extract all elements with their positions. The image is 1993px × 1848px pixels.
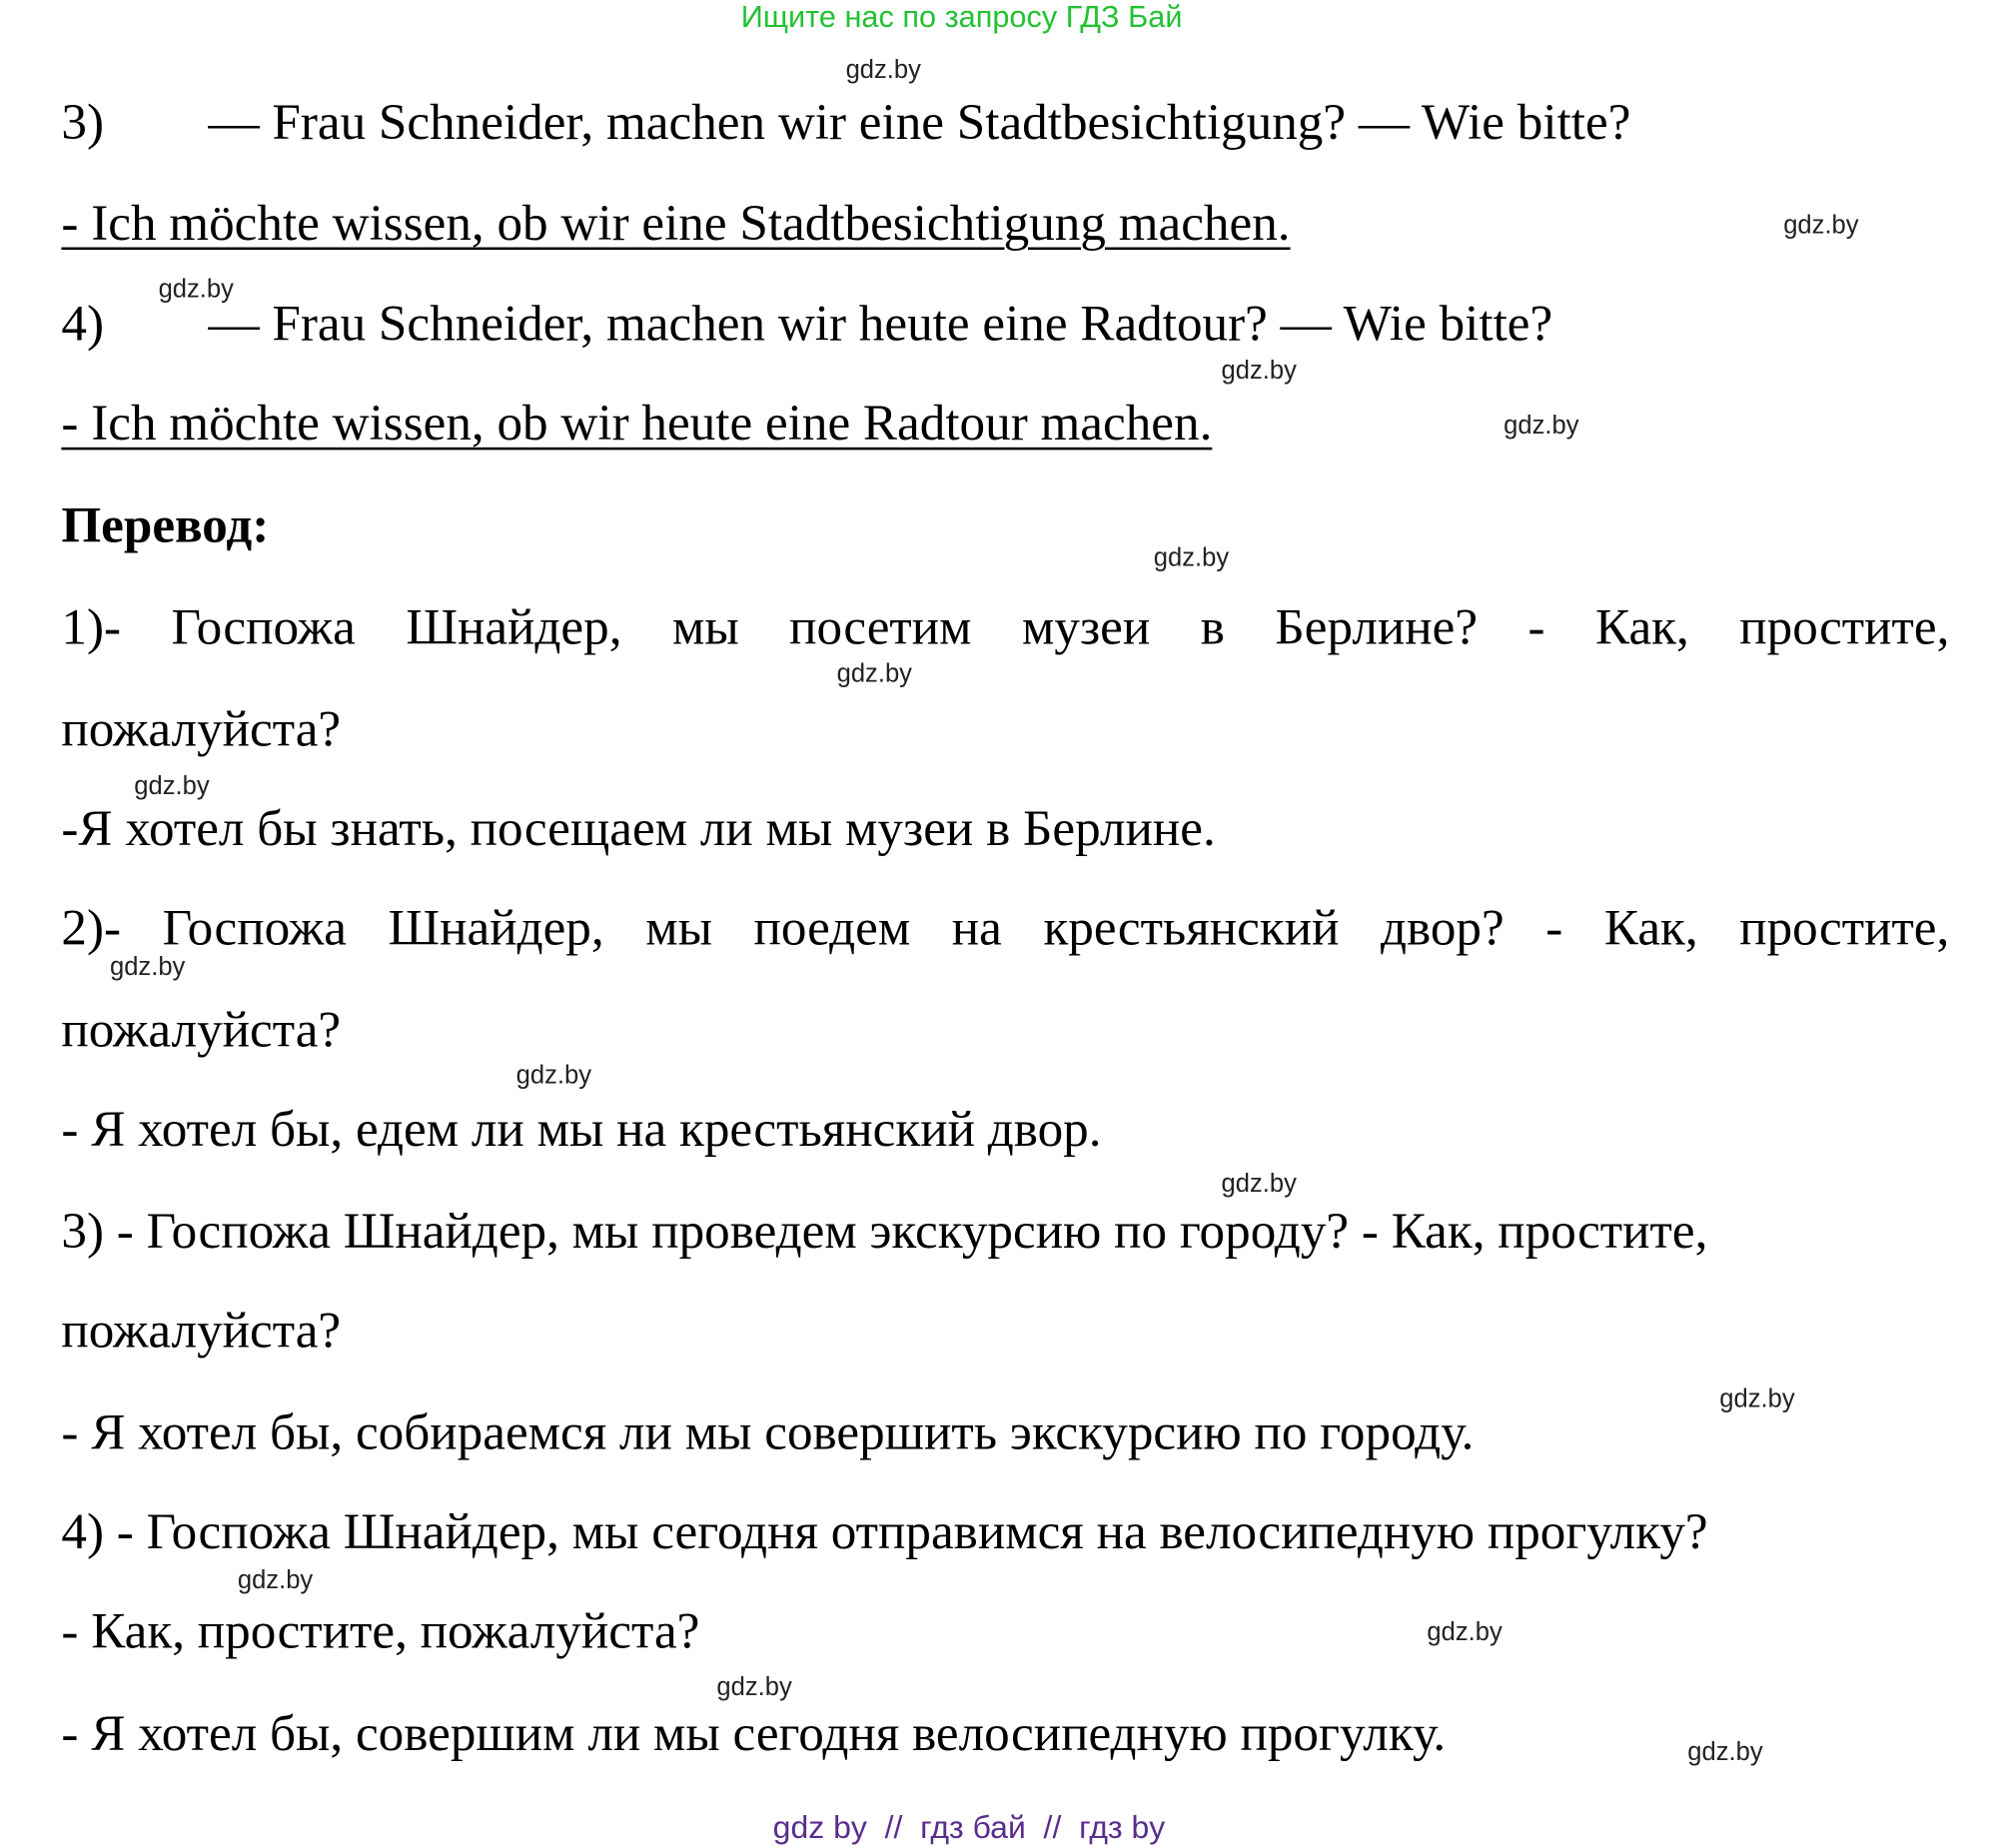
watermark: gdz.by bbox=[1687, 1738, 1763, 1767]
watermark: gdz.by bbox=[158, 275, 234, 304]
translation-heading: Перевод: bbox=[61, 495, 270, 553]
watermark: gdz.by bbox=[515, 1061, 592, 1090]
word: посетим bbox=[789, 597, 972, 655]
translation-2-answer: - Я хотел бы, едем ли мы на крестьянский двор. bbox=[61, 1100, 1102, 1158]
word: Как, bbox=[1603, 898, 1698, 956]
word: - bbox=[1527, 597, 1545, 655]
word: в bbox=[1200, 597, 1225, 655]
word: Госпожа bbox=[162, 898, 347, 956]
german-question-4: — Frau Schneider, machen wir heute eine Radtour? — Wie bitte? bbox=[208, 294, 1553, 353]
word: крестьянский bbox=[1043, 898, 1340, 956]
watermark: gdz.by bbox=[1719, 1385, 1795, 1413]
word: 2)- bbox=[61, 898, 122, 956]
word: 1)- bbox=[61, 597, 122, 655]
translation-1-answer: -Я хотел бы знать, посещаем ли мы музеи в Берлине. bbox=[61, 798, 1216, 857]
translation-4-answer: - Я хотел бы, совершим ли мы сегодня велосипедную прогулку. bbox=[61, 1703, 1447, 1762]
translation-3-answer: - Я хотел бы, собираемся ли мы совершить экскурсию по городу. bbox=[61, 1402, 1475, 1461]
translation-1-line2: пожалуйста? bbox=[61, 699, 342, 757]
translation-4-line2: - Как, простите, пожалуйста? bbox=[61, 1601, 700, 1660]
german-answer-4-text: - Ich möchte wissen, ob wir heute eine Radtour machen. bbox=[61, 394, 1213, 452]
word: мы bbox=[645, 898, 712, 956]
translation-3-line2: пожалуйста? bbox=[61, 1301, 342, 1360]
word: на bbox=[951, 898, 1002, 956]
translation-3-line1: 3) - Госпожа Шнайдер, мы проведем экскурсию по городу? - Как, простите, bbox=[61, 1202, 1708, 1260]
translation-2-line1 bbox=[61, 898, 1950, 956]
word: Шнайдер, bbox=[406, 597, 622, 655]
watermark: gdz.by bbox=[845, 56, 921, 85]
watermark: gdz.by bbox=[1153, 543, 1230, 572]
watermark: gdz.by bbox=[1221, 1170, 1297, 1199]
footer-links[interactable]: gdz by // гдз бай // гдз by bbox=[772, 1809, 1166, 1846]
watermark: gdz.by bbox=[716, 1673, 792, 1702]
word: Берлине? bbox=[1275, 597, 1479, 655]
watermark: gdz.by bbox=[1783, 211, 1859, 240]
watermark: gdz.by bbox=[1503, 412, 1579, 441]
word: поедем bbox=[753, 898, 911, 956]
german-answer-3 bbox=[61, 193, 1291, 252]
watermark: gdz.by bbox=[109, 953, 186, 982]
german-number-4: 4) bbox=[61, 294, 105, 353]
translation-1-line1 bbox=[61, 597, 1950, 655]
german-question-3: — Frau Schneider, machen wir eine Stadtbesichtigung? — Wie bitte? bbox=[208, 93, 1631, 151]
watermark: gdz.by bbox=[836, 659, 912, 688]
word: Как, bbox=[1595, 597, 1689, 655]
german-number-3: 3) bbox=[61, 93, 105, 151]
word: простите, bbox=[1739, 597, 1950, 655]
word: - bbox=[1545, 898, 1563, 956]
watermark: gdz.by bbox=[1427, 1618, 1502, 1647]
watermark: gdz.by bbox=[237, 1566, 314, 1595]
word: простите, bbox=[1739, 898, 1950, 956]
german-answer-4 bbox=[61, 394, 1213, 452]
word: музеи bbox=[1022, 597, 1151, 655]
watermark: gdz.by bbox=[134, 772, 210, 801]
translation-2-line2: пожалуйста? bbox=[61, 1000, 342, 1058]
word: мы bbox=[671, 597, 739, 655]
watermark: gdz.by bbox=[1221, 357, 1297, 386]
translation-4-line1: 4) - Госпожа Шнайдер, мы сегодня отправимся на велосипедную прогулку? bbox=[61, 1502, 1708, 1560]
german-answer-3-text: - Ich möchte wissen, ob wir eine Stadtbesichtigung machen. bbox=[61, 193, 1291, 252]
word: Госпожа bbox=[171, 597, 356, 655]
search-banner[interactable]: Ищите нас по запросу ГДЗ Бай bbox=[740, 0, 1183, 35]
word: двор? bbox=[1381, 898, 1504, 956]
word: Шнайдер, bbox=[388, 898, 604, 956]
